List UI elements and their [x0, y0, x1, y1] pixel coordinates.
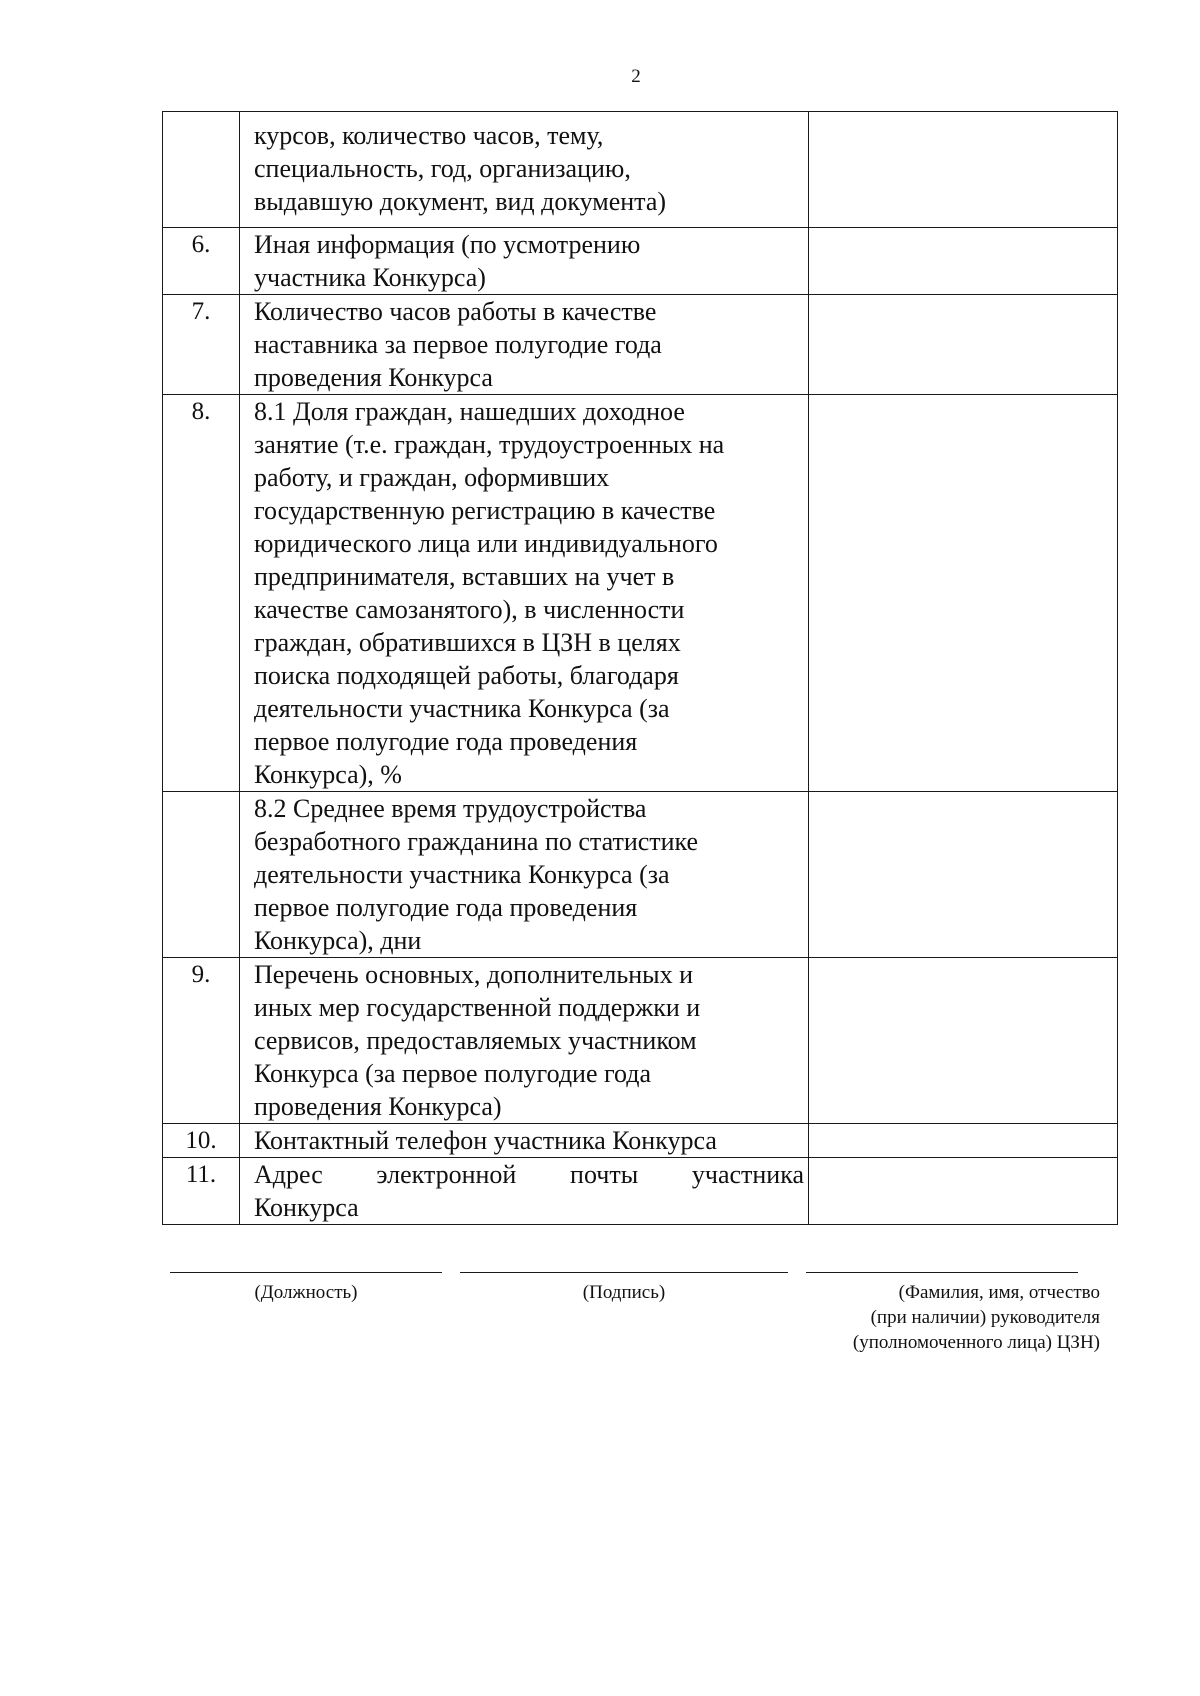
row-text-line: Перечень основных, дополнительных и: [254, 960, 693, 989]
row-text-line: качестве самозанятого), в численности: [254, 595, 685, 624]
name-label-line: (при наличии) руководителя: [870, 1307, 1100, 1328]
row-description: [240, 395, 809, 792]
row-text-line: государственную регистрацию в качестве: [254, 496, 716, 525]
position-label: (Должность): [254, 1282, 358, 1303]
answer-cell[interactable]: [809, 112, 1118, 228]
row-text-line: занятие (т.е. граждан, трудоустроенных на: [254, 430, 725, 459]
name-label: [790, 1280, 1100, 1355]
row-number: [163, 112, 240, 228]
row-text-line: проведения Конкурса): [254, 1092, 502, 1121]
row-text-line: специальность, год, организацию,: [254, 154, 631, 183]
row-description: [240, 792, 809, 958]
row-text-line: Адрес электронной почты участника: [254, 1160, 804, 1189]
row-text-line: сервисов, предоставляемых участником: [254, 1026, 697, 1055]
row-number: 9.: [163, 958, 240, 1124]
row-text-line: 8.2 Среднее время трудоустройства: [254, 794, 647, 823]
row-number: 6.: [163, 228, 240, 295]
table-row: [163, 1124, 1118, 1158]
row-number: 11.: [163, 1158, 240, 1225]
row-number: [163, 792, 240, 958]
table-row: [163, 112, 1118, 228]
row-text-line: предпринимателя, вставших на учет в: [254, 562, 675, 591]
answer-cell[interactable]: [809, 958, 1118, 1124]
row-text-line: безработного гражданина по статистике: [254, 827, 699, 856]
row-text-line: участника Конкурса): [254, 263, 486, 292]
answer-cell[interactable]: [809, 1158, 1118, 1225]
answer-cell[interactable]: [809, 1124, 1118, 1158]
row-description: [240, 958, 809, 1124]
signature-block: [170, 1272, 1110, 1362]
row-text-line: деятельности участника Конкурса (за: [254, 694, 670, 723]
row-text-line: Конкурса: [254, 1193, 359, 1222]
row-text-line: первое полугодие года проведения: [254, 727, 638, 756]
row-text-line: юридического лица или индивидуального: [254, 529, 718, 558]
row-text-line: проведения Конкурса: [254, 363, 493, 392]
table-row: [163, 295, 1118, 395]
row-description: [240, 228, 809, 295]
row-number: 10.: [163, 1124, 240, 1158]
name-line[interactable]: [806, 1272, 1078, 1273]
row-description: [240, 1124, 809, 1158]
table-row: [163, 228, 1118, 295]
row-text-line: Контактный телефон участника Конкурса: [254, 1126, 717, 1155]
answer-cell[interactable]: [809, 228, 1118, 295]
row-text-line: выдавшую документ, вид документа): [254, 187, 667, 216]
row-text-line: Иная информация (по усмотрению: [254, 230, 641, 259]
row-text-line: работу, и граждан, оформивших: [254, 463, 610, 492]
row-text-line: иных мер государственной поддержки и: [254, 993, 701, 1022]
row-text-line: Конкурса), %: [254, 760, 402, 789]
row-text-line: первое полугодие года проведения: [254, 893, 638, 922]
signature-line[interactable]: [460, 1272, 788, 1273]
row-description: [240, 112, 809, 228]
signature-label: (Подпись): [582, 1282, 666, 1303]
row-text-line: 8.1 Доля граждан, нашедших доходное: [254, 397, 685, 426]
row-text-line: Конкурса), дни: [254, 926, 422, 955]
row-text-line: курсов, количество часов, тему,: [254, 121, 604, 150]
row-text-line: деятельности участника Конкурса (за: [254, 860, 670, 889]
answer-cell[interactable]: [809, 295, 1118, 395]
questionnaire-table: [162, 111, 1118, 1225]
table-row: [163, 395, 1118, 792]
answer-cell[interactable]: [809, 395, 1118, 792]
row-text-line: граждан, обратившихся в ЦЗН в целях: [254, 628, 681, 657]
table-row: [163, 958, 1118, 1124]
table-row: [163, 792, 1118, 958]
row-text-line: Конкурса (за первое полугодие года: [254, 1059, 652, 1088]
name-label-line: (Фамилия, имя, отчество: [898, 1282, 1100, 1303]
row-description: [240, 295, 809, 395]
answer-cell[interactable]: [809, 792, 1118, 958]
row-text-line: поиска подходящей работы, благодаря: [254, 661, 679, 690]
row-text-line: наставника за первое полугодие года: [254, 330, 662, 359]
position-line[interactable]: [170, 1272, 442, 1273]
row-text-line: Количество часов работы в качестве: [254, 297, 657, 326]
name-label-line: (уполномоченного лица) ЦЗН): [852, 1332, 1100, 1353]
row-number: 8.: [163, 395, 240, 792]
row-description: [240, 1158, 809, 1225]
table-row: [163, 1158, 1118, 1225]
row-number: 7.: [163, 295, 240, 395]
page-number: 2: [631, 66, 641, 87]
